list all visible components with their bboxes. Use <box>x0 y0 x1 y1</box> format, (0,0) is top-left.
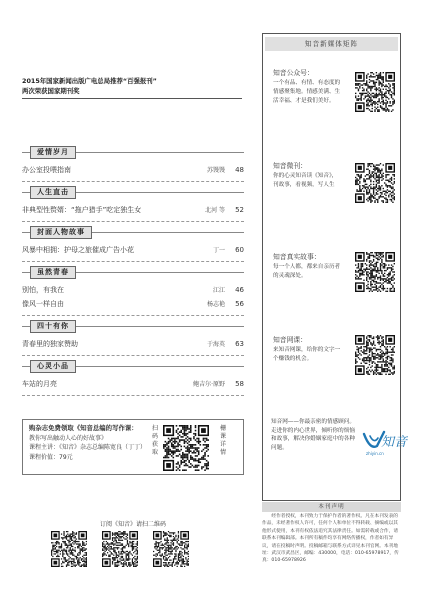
block-desc: 你的心灵知音读《知音》，刊故事，看视频，写人生 <box>273 173 338 188</box>
entry-title: 像风一样自由 <box>22 300 64 308</box>
toc-entry[interactable] <box>22 243 244 257</box>
toc-entry[interactable] <box>22 377 244 391</box>
entry-author: 丁一 <box>212 247 225 254</box>
block-title: 知音真实故事： <box>273 253 321 261</box>
section-header <box>22 226 244 239</box>
entry-author: 鲍吉尔·原野 <box>193 381 225 388</box>
panel-title: 知音新媒体矩阵 <box>265 37 398 51</box>
section-label: 爱情岁月 <box>30 146 76 159</box>
promo-side-left: 扫码获取 <box>151 425 158 456</box>
entry-page: 63 <box>235 340 244 348</box>
toc-entry[interactable] <box>22 337 244 351</box>
honor-divider <box>22 98 242 99</box>
media-block-true-story <box>273 252 398 281</box>
block-title: 知音网课： <box>273 336 307 344</box>
promo-line: 课程主讲：《知音》杂志总编陈宽良（丁丁） <box>29 444 147 451</box>
entry-author: 北河 等 <box>205 207 225 214</box>
zhiyin-intro: 知音网——你最亲密的情感顾问。走进你的内心世界，倾听你的烦恼和故事，解决你婚姻家庭中的各种问题。 <box>271 419 355 451</box>
entry-author: 江江 <box>212 287 225 294</box>
section-header <box>22 266 244 279</box>
true-story-qr-code[interactable] <box>355 252 395 292</box>
section-life <box>22 186 244 222</box>
section-youth <box>22 266 244 316</box>
entry-title: 车站的月亮 <box>22 380 57 388</box>
section-cover-story <box>22 226 244 262</box>
block-desc: 来知音网课，给你的文字一个赚钱的机会。 <box>273 347 341 362</box>
section-love <box>22 146 244 182</box>
divider <box>22 355 244 356</box>
section-label: 心灵小品 <box>30 360 76 373</box>
zhiyin-logo[interactable] <box>362 424 408 454</box>
entry-title: 非典型性赘婿：“拖户猎手”吃定独生女 <box>22 206 142 214</box>
promo-side-right: 栅课详情 <box>219 425 226 456</box>
promo-text <box>29 424 145 462</box>
toc-entry[interactable] <box>22 203 244 217</box>
entry-page: 52 <box>235 206 244 214</box>
block-title: 知音公众号： <box>273 69 314 77</box>
entry-page: 56 <box>235 300 244 308</box>
media-block-wechat <box>273 68 398 106</box>
entry-page: 48 <box>235 166 244 174</box>
wechat-qr-code[interactable] <box>355 72 395 112</box>
subscribe-qr-code[interactable] <box>153 531 189 567</box>
entry-author: 于海英 <box>206 341 225 348</box>
entry-title: 风暴中相拥：护母之旅催成广告小花 <box>22 246 134 254</box>
section-label: 虽然青春 <box>30 266 76 279</box>
block-desc: 一个有品、有情、有态度的情感聚集地。情感美满、生活幸福、才是我们美好。 <box>273 80 341 104</box>
entry-page: 46 <box>235 286 244 294</box>
section-forty <box>22 320 244 356</box>
section-essay <box>22 360 244 396</box>
toc-entry[interactable] <box>22 283 244 297</box>
honor-line-2: 两次荣获国家期刊奖 <box>22 87 80 95</box>
section-header <box>22 186 244 199</box>
promo-line: 购杂志免费领取《知音总编的写作课： <box>29 424 138 432</box>
subscribe-qr-code[interactable] <box>51 531 87 567</box>
weikan-qr-code[interactable] <box>355 163 395 203</box>
divider <box>22 221 244 222</box>
divider <box>22 395 244 396</box>
scan-label: 订阅《知音》请扫二维码 <box>99 521 166 528</box>
promo-qr-code[interactable] <box>163 425 209 471</box>
section-label: 封面人物故事 <box>30 226 92 239</box>
notice-title: 本刊声明 <box>262 502 401 512</box>
entry-author: 杨志艳 <box>206 301 225 308</box>
honor-heading <box>22 76 242 96</box>
entry-title: 办公室投喂指南 <box>22 166 71 174</box>
block-title: 知音微刊： <box>273 162 307 170</box>
subscribe-qr-code[interactable] <box>102 531 138 567</box>
block-desc: 每一个人都，都来自亲历者的灵魂深处。 <box>273 264 341 279</box>
notice-body: 经作者授权，本刊致力于保护作者的著作权。凡在本刊发表的作品，未经著作权人许可，任何个人和单位不得转载、摘编或以其他形式使用，本刊有权依法追究其法律责任。如需转载或合作，请联系本刊编辑部。本刊所有稿件均享有网络传播权，作者如有异议，请在投稿时声明。投稿邮箱与联系方式详见本刊官网。本刊地址：武汉市武昌区，邮编：430000，电话：010-65978917，传真：010-65978926 <box>262 514 399 564</box>
entry-page: 60 <box>235 246 244 254</box>
media-block-weikan <box>273 161 398 190</box>
promo-line: 教你写出触动人心的好故事》 <box>29 434 108 442</box>
entry-author: 苏馒馒 <box>206 167 225 174</box>
table-of-contents <box>22 146 244 400</box>
section-header <box>22 320 244 333</box>
section-label: 人生直击 <box>30 186 76 199</box>
toc-entry[interactable] <box>22 297 244 311</box>
divider <box>22 181 244 182</box>
section-header <box>22 146 244 159</box>
media-block-online-class <box>273 335 398 364</box>
promo-line: 课程价值：79元 <box>29 453 73 461</box>
divider <box>22 261 244 262</box>
online-class-qr-code[interactable] <box>355 335 395 375</box>
entry-title: 别怕，有我在 <box>22 286 64 294</box>
media-matrix-panel <box>262 33 408 501</box>
logo-domain: zhiyin.cn <box>366 451 384 456</box>
entry-title: 青春里的独家赞助 <box>22 340 78 348</box>
logo-text: 知音 <box>381 435 408 450</box>
entry-page: 58 <box>235 380 244 388</box>
section-label: 四十有你 <box>30 320 76 333</box>
promo-box <box>22 419 244 475</box>
section-header <box>22 360 244 373</box>
divider <box>22 315 244 316</box>
honor-line-1: 2015年国家新闻出版广电总局推荐“百强报刊” <box>22 77 157 85</box>
toc-entry[interactable] <box>22 163 244 177</box>
